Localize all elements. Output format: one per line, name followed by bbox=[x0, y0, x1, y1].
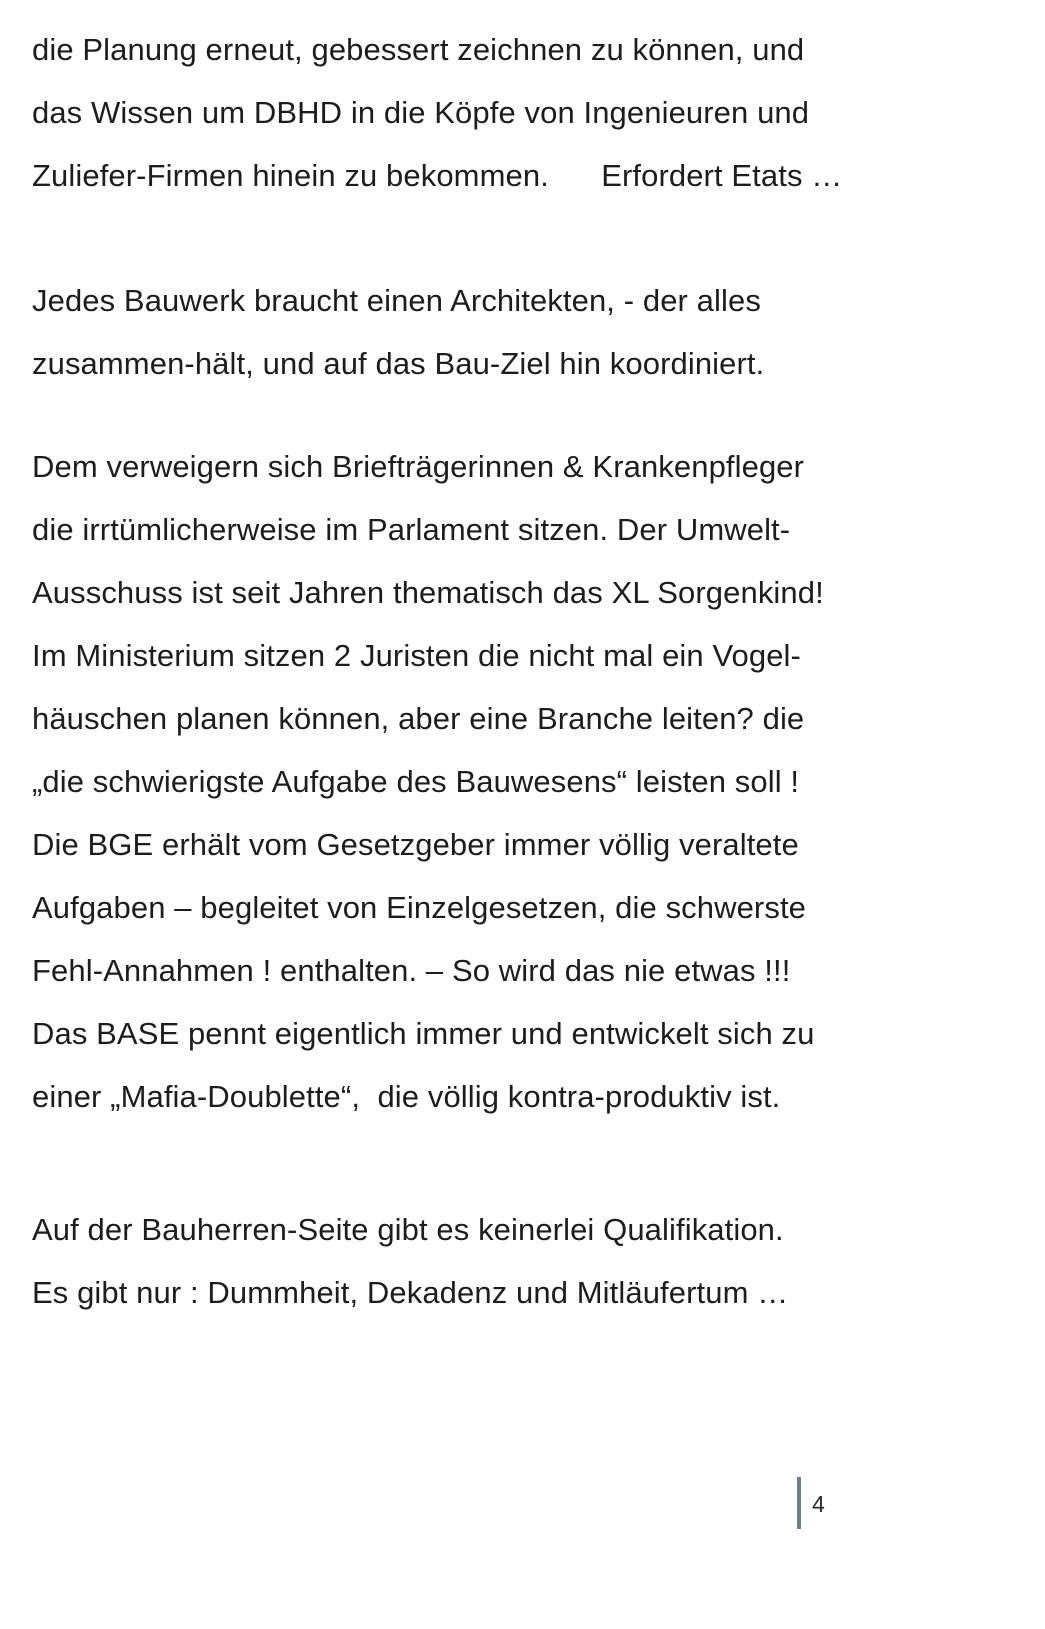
page-footer bbox=[0, 1477, 1045, 1533]
paragraph-2 bbox=[32, 269, 985, 395]
text-line: Im Ministerium sitzen 2 Juristen die nicht mal ein Vogel- bbox=[32, 638, 801, 673]
text-line: Auf der Bauherren-Seite gibt es keinerlei Qualifikation. bbox=[32, 1212, 784, 1247]
text-line: „die schwierigste Aufgabe des Bauwesens“ leisten soll ! bbox=[32, 764, 800, 799]
text-line: die irrtümlicherweise im Parlament sitzen. Der Umwelt- bbox=[32, 512, 791, 547]
text-line: Fehl-Annahmen ! enthalten. – So wird das nie etwas !!! bbox=[32, 953, 791, 988]
paragraph-gap bbox=[32, 207, 985, 269]
text-line: Es gibt nur : Dummheit, Dekadenz und Mitläufertum … bbox=[32, 1275, 789, 1310]
text-line: Jedes Bauwerk braucht einen Architekten, - der alles bbox=[32, 283, 761, 318]
paragraph-gap bbox=[32, 1128, 985, 1198]
text-line: häuschen planen können, aber eine Branche leiten? die bbox=[32, 701, 805, 736]
paragraph-4 bbox=[32, 1198, 985, 1324]
text-line: Aufgaben – begleitet von Einzelgesetzen, die schwerste bbox=[32, 890, 807, 925]
text-line: das Wissen um DBHD in die Köpfe von Ingenieuren und bbox=[32, 95, 810, 130]
text-line: Die BGE erhält vom Gesetzgeber immer völlig veraltete bbox=[32, 827, 799, 862]
text-line: Das BASE pennt eigentlich immer und entwickelt sich zu bbox=[32, 1016, 815, 1051]
paragraph-3 bbox=[32, 435, 985, 1128]
text-line: zusammen-hält, und auf das Bau-Ziel hin koordiniert. bbox=[32, 346, 765, 381]
text-line: einer „Mafia-Doublette“, die völlig kontra-produktiv ist. bbox=[32, 1079, 781, 1114]
page-number: 4 bbox=[812, 1491, 825, 1517]
text-line: Ausschuss ist seit Jahren thematisch das XL Sorgenkind! bbox=[32, 575, 824, 610]
paragraph-1 bbox=[32, 18, 985, 207]
text-line: die Planung erneut, gebessert zeichnen zu können, und bbox=[32, 32, 805, 67]
text-line: Dem verweigern sich Briefträgerinnen & Krankenpfleger bbox=[32, 449, 805, 484]
paragraph-gap bbox=[32, 395, 985, 435]
text-line: Zuliefer-Firmen hinein zu bekommen. Erfordert Etats … bbox=[32, 158, 843, 193]
footer-divider bbox=[797, 1477, 801, 1529]
